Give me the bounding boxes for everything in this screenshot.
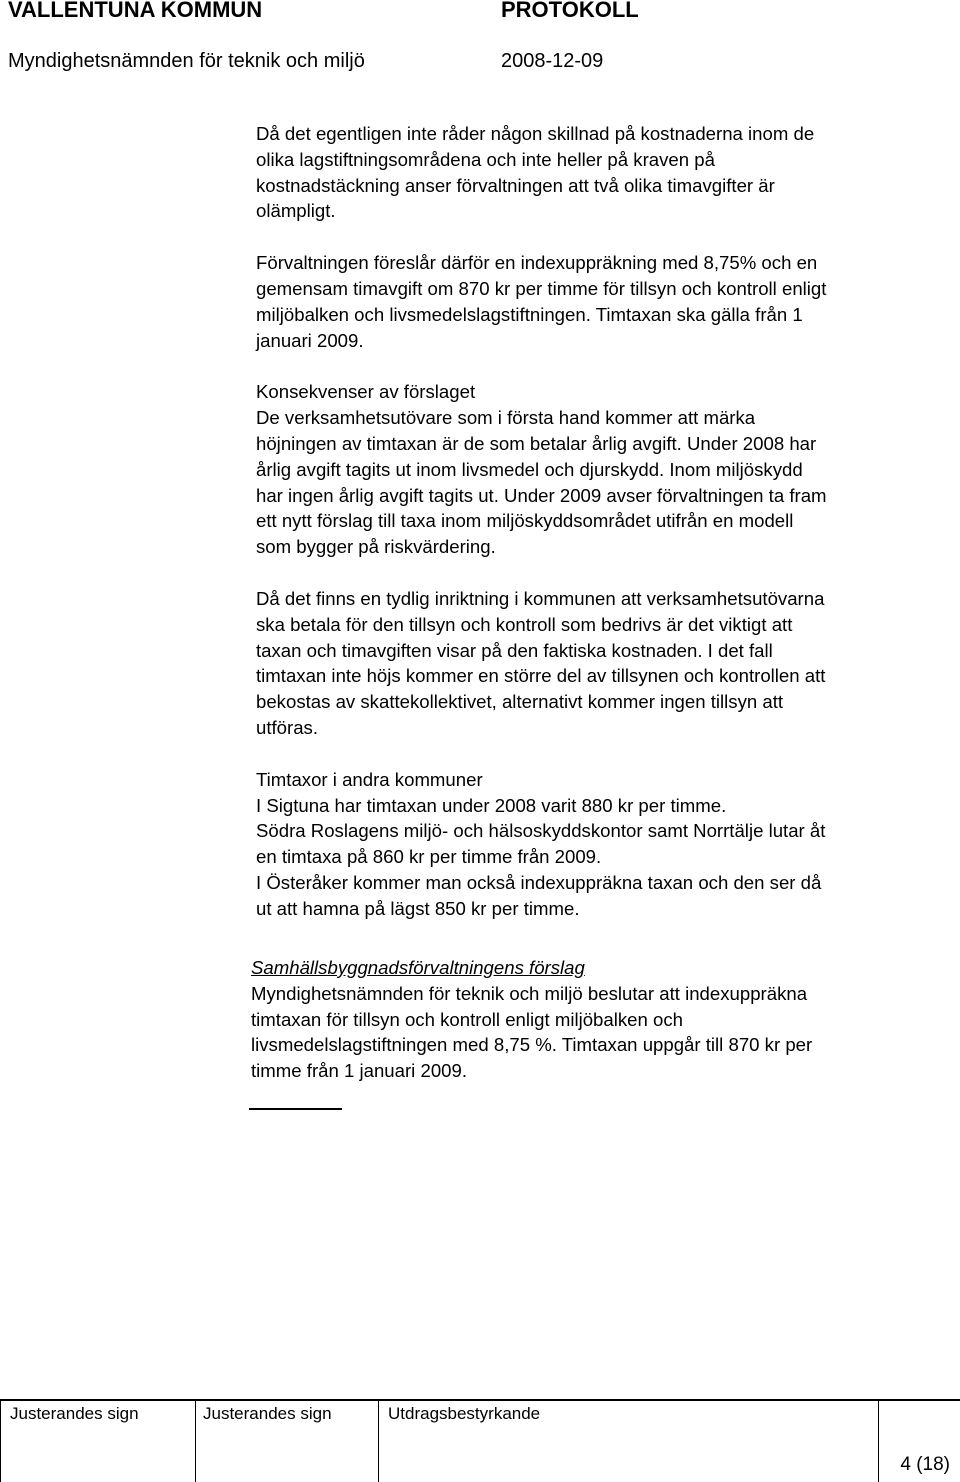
- page-number: 4 (18): [900, 1454, 950, 1475]
- text-line: I Sigtuna har timtaxan under 2008 varit 880 kr per timme.: [256, 794, 727, 816]
- text-line: Timtaxor i andra kommuner: [256, 768, 483, 790]
- text-line: höjningen av timtaxan är de som betalar årlig avgift. Under 2008 har: [256, 432, 817, 454]
- text-line: årlig avgift tagits ut inom livsmedel och djurskydd. Inom miljöskydd: [256, 458, 803, 480]
- footer-divider: [378, 1399, 379, 1482]
- text-line: Då det finns en tydlig inriktning i kommunen att verksamhetsutövarna: [256, 587, 825, 609]
- paragraph: [256, 586, 956, 741]
- committee-name: Myndighetsnämnden för teknik och miljö: [8, 50, 365, 72]
- text-line: ut att hamna på lägst 850 kr per timme.: [256, 897, 580, 919]
- decision-line: timme från 1 januari 2009.: [251, 1060, 468, 1082]
- text-line: som bygger på riskvärdering.: [256, 536, 496, 558]
- paragraph: [256, 121, 956, 224]
- text-line: utföras.: [256, 716, 319, 738]
- text-line: olika lagstiftningsområdena och inte heller på kraven på: [256, 148, 715, 170]
- paragraph: [256, 379, 956, 560]
- decision-line: livsmedelslagstiftningen med 8,75 %. Timtaxan uppgår till 870 kr per: [251, 1034, 813, 1056]
- decision-heading: Samhällsbyggnadsförvaltningens förslag: [251, 957, 585, 978]
- extract-certified-box: Utdragsbestyrkande: [388, 1404, 541, 1423]
- text-line: ska betala för den tillsyn och kontroll som bedrivs är det viktigt att: [256, 613, 793, 635]
- meeting-date: 2008-12-09: [501, 50, 604, 72]
- document-header: [8, 0, 948, 27]
- paragraph: [256, 250, 956, 353]
- text-line: januari 2009.: [256, 329, 364, 351]
- page-footer: [0, 1399, 960, 1482]
- footer-divider: [195, 1399, 196, 1482]
- sign-box-1: Justerandes sign: [10, 1404, 139, 1423]
- text-line: en timtaxa på 860 kr per timme från 2009.: [256, 846, 602, 868]
- text-line: gemensam timavgift om 870 kr per timme för tillsyn och kontroll enligt: [256, 277, 827, 299]
- document-subheader: [8, 50, 948, 80]
- paragraph: [256, 767, 956, 922]
- text-line: bekostas av skattekollektivet, alternativt kommer ingen tillsyn att: [256, 691, 784, 713]
- doc-type: PROTOKOLL: [501, 0, 639, 22]
- decision-line: Myndighetsnämnden för teknik och miljö beslutar att indexuppräkna: [251, 982, 808, 1004]
- text-line: Då det egentligen inte råder någon skillnad på kostnaderna inom de: [256, 123, 815, 144]
- text-line: kostnadstäckning anser förvaltningen att två olika timavgifter är: [256, 174, 775, 196]
- sign-box-2: Justerandes sign: [203, 1404, 332, 1423]
- text-line: Förvaltningen föreslår därför en indexuppräkning med 8,75% och en: [256, 252, 818, 274]
- end-rule: [249, 1108, 342, 1110]
- document-body: [256, 121, 956, 948]
- footer-divider: [878, 1399, 879, 1482]
- text-line: har ingen årlig avgift tagits ut. Under 2009 avser förvaltningen ta fram: [256, 484, 827, 506]
- org-name: VALLENTUNA KOMMUN: [8, 0, 263, 22]
- text-line: ett nytt förslag till taxa inom miljöskyddsområdet utifrån en modell: [256, 510, 794, 532]
- text-line: I Österåker kommer man också indexuppräkna taxan och den ser då: [256, 871, 822, 893]
- text-line: timtaxan inte höjs kommer en större del av tillsynen och kontrollen att: [256, 665, 826, 687]
- text-line: De verksamhetsutövare som i första hand kommer att märka: [256, 407, 756, 429]
- text-line: Södra Roslagens miljö- och hälsoskyddskontor samt Norrtälje lutar åt: [256, 820, 826, 842]
- text-line: miljöbalken och livsmedelslagstiftningen. Timtaxan ska gälla från 1: [256, 303, 803, 325]
- decision-section: [251, 955, 956, 1084]
- footer-rule: [0, 1399, 960, 1401]
- decision-text: [251, 981, 956, 1084]
- text-line: taxan och timavgiften visar på den faktiska kostnaden. I det fall: [256, 639, 773, 661]
- text-line: olämpligt.: [256, 200, 336, 222]
- text-line: Konsekvenser av förslaget: [256, 381, 476, 403]
- decision-line: timtaxan för tillsyn och kontroll enligt miljöbalken och: [251, 1008, 683, 1030]
- footer-divider: [0, 1399, 1, 1482]
